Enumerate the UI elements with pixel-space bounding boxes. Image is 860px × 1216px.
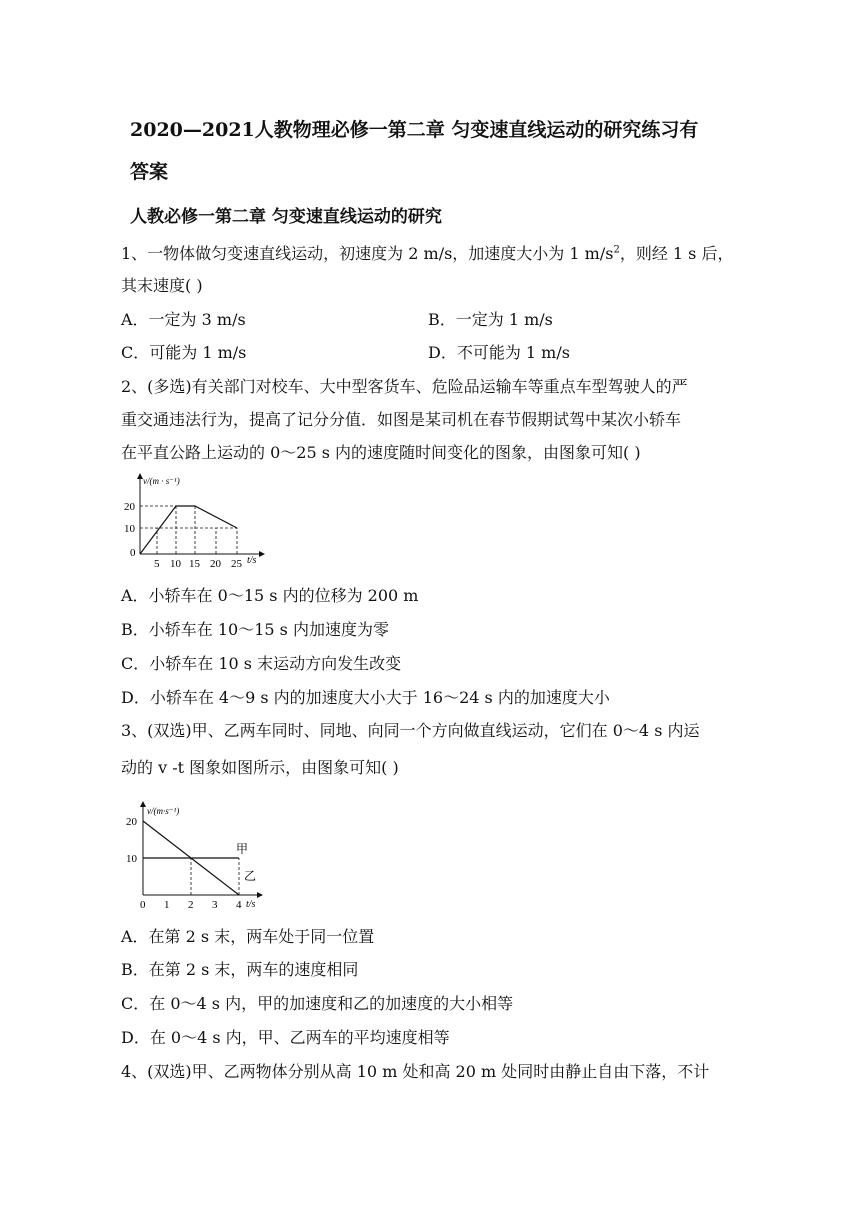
q2-option-b: B．小轿车在 10～15 s 内加速度为零 [121,620,389,639]
q3-option-a: A．在第 2 s 末，两车处于同一位置 [121,927,375,946]
q2-velocity-time-graph [120,470,270,570]
q2-velocity-line [140,506,237,554]
q2-y-tick-20: 20 [124,501,135,513]
q3-option-d: D．在 0～4 s 内，甲、乙两车的平均速度相等 [121,1028,450,1047]
q3-y-tick-20: 20 [126,816,137,828]
q2-y-tick-10: 10 [124,523,135,535]
q1-stem-line-2: 其末速度( ) [121,276,203,295]
q3-y-tick-10: 10 [126,853,137,865]
q3-x-tick-3: 3 [212,899,218,911]
q1-option-d: D．不可能为 1 m/s [428,343,570,362]
q1-option-c: C．可能为 1 m/s [121,343,247,362]
q1-option-a: A．一定为 3 m/s [121,310,246,329]
q3-option-c: C．在 0～4 s 内，甲的加速度和乙的加速度的大小相等 [121,994,514,1013]
q2-x-tick-15: 15 [189,558,200,570]
q3-y-axis-label: v/(m·s⁻¹) [147,806,180,816]
q3-option-b: B．在第 2 s 末，两车的速度相同 [121,960,359,979]
document-title-line-1: 2020—2021人教物理必修一第二章 匀变速直线运动的研究练习有 [130,119,699,141]
q3-x-tick-4: 4 [236,899,242,911]
q3-x-tick-0: 0 [140,899,146,911]
section-subtitle: 人教必修一第二章 匀变速直线运动的研究 [130,207,442,227]
q2-x-tick-25: 25 [231,558,242,570]
q2-origin-label: 0 [130,547,136,559]
q3-label-jia: 甲 [236,842,249,856]
q3-label-yi: 乙 [244,869,257,883]
q4-stem-line-1: 4、(双选)甲、乙两物体分别从高 10 m 处和高 20 m 处同时由静止自由下落，不计 [121,1062,710,1081]
q3-x-tick-2: 2 [188,899,194,911]
q1-option-b: B．一定为 1 m/s [428,310,553,329]
q2-stem-line-3: 在平直公路上运动的 0～25 s 内的速度随时间变化的图象，由图象可知( ) [121,443,641,462]
document-title-line-2: 答案 [130,161,169,183]
q2-option-c: C．小轿车在 10 s 末运动方向发生改变 [121,654,402,673]
q3-x-tick-1: 1 [164,899,170,911]
q3-stem-line-2: 动的 v -t 图象如图所示，由图象可知( ) [121,758,399,777]
q2-stem-line-1: 2、(多选)有关部门对校车、大中型客货车、危险品运输车等重点车型驾驶人的严 [121,377,688,396]
q1-stem-line-1: 1、一物体做匀变速直线运动，初速度为 2 m/s，加速度大小为 1 $m/s^2$，则经 1 s 后， [121,244,734,263]
q3-stem-line-1: 3、(双选)甲、乙两车同时、同地、向同一个方向做直线运动，它们在 0～4 s 内运 [121,721,700,740]
q2-x-tick-10: 10 [170,558,181,570]
q2-option-a: A．小轿车在 0～15 s 内的位移为 200 m [121,586,419,605]
q2-y-axis-label: v/(m · s⁻¹) [143,476,180,486]
q3-x-axis-label: t/s [246,899,256,910]
q2-option-d: D．小轿车在 4～9 s 内的加速度大小大于 16～24 s 内的加速度大小 [121,688,610,707]
q2-x-axis-label: t/s [247,555,257,566]
q2-stem-line-2: 重交通违法行为，提高了记分分值．如图是某司机在春节假期试驾中某次小轿车 [121,410,682,429]
q2-x-tick-20: 20 [210,558,221,570]
q2-x-tick-5: 5 [154,558,160,570]
q3-velocity-time-graph [122,800,267,912]
